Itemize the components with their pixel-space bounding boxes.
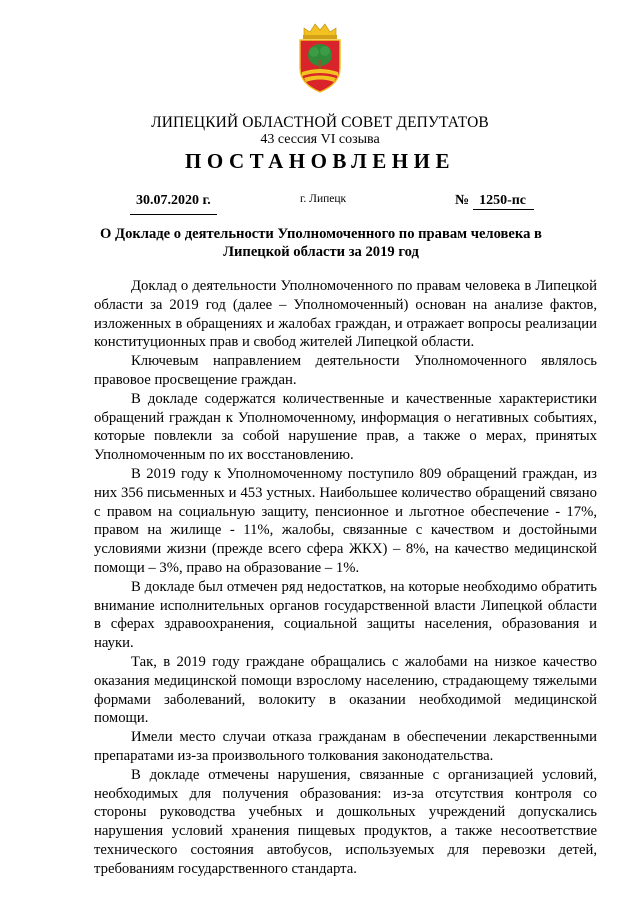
coat-of-arms-icon <box>294 22 346 94</box>
body-paragraph: Так, в 2019 году граждане обращались с жалобами на низкое качество оказания медицинской помощи взрослому населению, страдающему тяжелыми формами заболеваний, волокиту в оказании необходимой медицинской помощи. <box>94 653 597 727</box>
number-sign: № <box>455 193 470 208</box>
body-paragraph: Доклад о деятельности Уполномоченного по правам человека в Липецкой области за 2019 год (далее – Уполномоченный) основан на анализе фактов, изложенных в обращениях и жалобах граждан, и отражает вопросы реализации конституционных прав и свобод жителей Липецкой области. <box>94 278 597 351</box>
document-number-block <box>455 193 534 213</box>
document-city: г. Липецк <box>300 193 347 205</box>
session-line: 43 сессия VI созыва <box>260 132 380 147</box>
organization-name: ЛИПЕЦКИЙ ОБЛАСТНОЙ СОВЕТ ДЕПУТАТОВ <box>151 114 489 131</box>
body-paragraph: В докладе был отмечен ряд недостатков, на которые необходимо обратить внимание исполнительных органов государственной власти Липецкой области в сферах здравоохранения, социальной защиты населения, образования и науки. <box>94 578 597 652</box>
document-type-title: ПОСТАНОВЛЕНИЕ <box>185 149 455 173</box>
body-paragraph: В 2019 году к Уполномоченному поступило 809 обращений граждан, из них 356 письменных и 453 устных. Наибольшее количество обращений связано с правом на социальную защиту, пенсионное и льготное обеспечение - 17%, правом на жилище - 11%, жалобы, связанные с качеством и достойными условиями жизни (прежде всего сфера ЖКХ) – 8%, на качество медицинской помощи – 3%, право на образование – 1%. <box>94 465 597 576</box>
body-paragraph: В докладе содержатся количественные и качественные характеристики обращений граждан к Уполномоченному, информация о негативных событиях, которые повлекли за собой нарушение прав, а также о мерах, принятых Уполномоченным по их восстановлению. <box>94 390 597 464</box>
resolution-subject: О Докладе о деятельности Уполномоченного по правам человека в Липецкой области за 2019 год <box>100 226 542 260</box>
document-date: 30.07.2020 г. <box>130 193 217 215</box>
body-paragraph: В докладе отмечены нарушения, связанные с организацией условий, необходимых для получения образования: из-за отсутствия контроля со стороны руководства учебных и дошкольных учреждений допускались нарушения условий хранения пищевых продуктов, а также несоответствие технического состояния автобусов, используемых для перевозки детей, требованиям государственного стандарта. <box>94 766 597 877</box>
document-body <box>94 277 597 879</box>
body-paragraph: Ключевым направлением деятельности Уполномоченного являлось правовое просвещение граждан. <box>94 353 597 388</box>
body-paragraph: Имели место случаи отказа гражданам в обеспечении лекарственными препаратами из-за произвольного толкования законодательства. <box>94 729 597 764</box>
document-number: 1250-пс <box>473 193 534 210</box>
